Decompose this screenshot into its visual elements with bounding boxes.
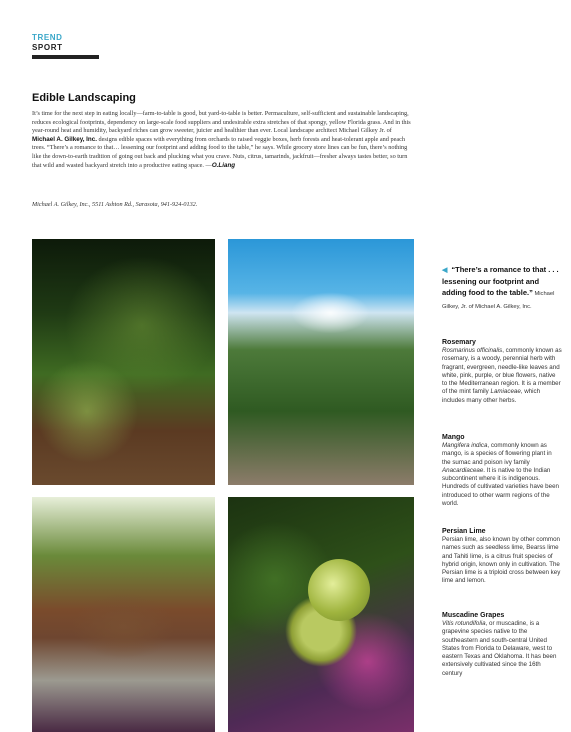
entry-latin: Rosmarinus officinalis xyxy=(442,347,503,354)
entry-persian-lime xyxy=(442,528,562,586)
entry-desc: , commonly known as mango, is a species of flowering plant in the sumac and poison ivy family xyxy=(442,442,552,466)
entry-desc-2: . It is native to the Indian subcontinent where it is indigenous. Hundreds of cultivated varieties have been introduced to other warm regions of the world. xyxy=(442,466,559,508)
entry-latin: Vitis rotundifolia xyxy=(442,620,486,627)
section-rule xyxy=(32,55,99,59)
pull-quote-attribution: Michael Gilkey, Jr. of Michael A. Gilkey, Inc. xyxy=(442,291,555,310)
entry-desc-2: , which includes many other herbs. xyxy=(442,388,541,404)
entry-title: Persian Lime xyxy=(442,528,486,535)
entry-latin: Mangifera indica xyxy=(442,442,488,449)
entry-text xyxy=(442,347,562,405)
entry-latin-2: Anacardiaceae xyxy=(442,466,484,474)
firm-name: Michael A. Gilkey, Inc. xyxy=(32,135,97,143)
entry-title: Rosemary xyxy=(442,339,476,346)
entry-title: Mango xyxy=(442,434,465,441)
lime-photo xyxy=(228,497,414,732)
section-label-trend: TREND xyxy=(32,33,63,42)
entry-muscadine xyxy=(442,612,562,678)
garden-house-photo xyxy=(228,239,414,485)
entry-text xyxy=(442,620,562,678)
entry-rosemary xyxy=(442,339,562,405)
pull-quote-text: “There’s a romance to that . . . lessening our footprint and adding food to the table.” xyxy=(442,265,559,297)
section-label xyxy=(32,33,63,53)
entry-latin-2: Lamiaceae xyxy=(490,388,521,396)
article-body-part-1: It’s time for the next step in eating locally—farm-to-table is good, but yard-to-table is better. Permaculture, self-sufficient and sustainable landscaping, reduces ecological footprints, dependency on large-scale food suppliers and undesirable extra stretches of that spongy, yellow Florida grass. And in this year-round heat and humidity, backyard riches can grow sweeter, juicier and healthier than ever. Local landscape architect Michael Gilkey Jr. of xyxy=(32,110,411,135)
author-signature: O.Liang xyxy=(211,161,236,169)
section-label-sport: SPORT xyxy=(32,43,63,52)
entry-desc: , commonly known as rosemary, is a woody, perennial herb with fragrant, evergreen, needle-like leaves and white, pink, purple, or blue flowers, native to the Mediterranean region. It is a member of the mint family xyxy=(442,347,562,396)
triangle-icon: ◀ xyxy=(442,267,448,274)
entry-desc: , or muscadine, is a grapevine species native to the southeastern and south-central United States from Florida to Delaware, west to eastern Texas and Oklahoma. It has been extensively cultivated since the 16th century xyxy=(442,620,557,677)
rosemary-photo xyxy=(32,239,215,485)
article-body xyxy=(32,110,416,170)
entry-mango xyxy=(442,434,562,508)
entry-text: Persian lime, also known by other common names such as seedless lime, Bearss lime and Tahiti lime, is a citrus fruit species of hybrid origin, known only in cultivation. The Persian lime is a triploid cross between key lime and lemon. xyxy=(442,536,561,585)
lime-fruit xyxy=(308,559,370,621)
article-body-part-2: designs edible spaces with everything from orchards to raised veggie boxes, herb forests and heat-tolerant apple and peach trees. “There’s a romance to that… lessening our footprint and adding food to the table,” he says. While grocery store lines can be fun, there’s nothing like the down-to-earth tradition of going out back and plucking what you crave. Nuts, citrus, tamarinds, jackfruit—fresher always tastes better, so turn that wild and wasted backyard stretch into a productive eating space. — xyxy=(32,135,408,169)
article-headline: Edible Landscaping xyxy=(32,92,136,104)
pull-quote xyxy=(442,264,562,313)
entry-title: Muscadine Grapes xyxy=(442,612,505,619)
entry-text xyxy=(442,442,562,508)
raised-beds-photo xyxy=(32,497,215,732)
business-address: Michael A. Gilkey, Inc., 5511 Ashton Rd., Sarasota, 941-924-0132. xyxy=(32,201,198,208)
